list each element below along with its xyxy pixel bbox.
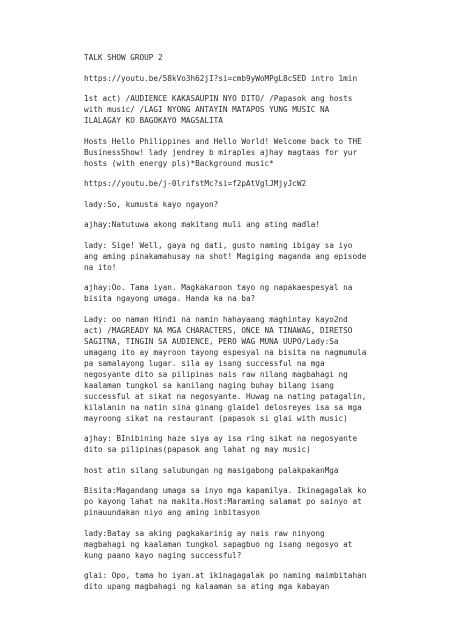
host-opening-lines: Hosts Hello Philippines and Hello World! Welcome back to THE BusinessShow! lady jendrey b miraples ajhay magtaas for yur hosts (with energy pls)*Background music*	[84, 136, 362, 168]
script-line-lady-2: lady: Sige! Well, gaya ng dati, gusto naming ibigay sa iyo ang aming pinakamahusay na shot! Magiging maganda ang episode na ito!	[84, 240, 367, 272]
script-line-host-cue: host atin silang salubungan ng masigabong palakpakanMga	[84, 465, 339, 475]
script-line-lady-3: Lady: oo naman Hindi na namin hahayaang maghintay kayo2nd act) /MAGREADY NA MGA CHARACTERS, ONCE NA TINAWAG, DIRETSO SAGITNA, TINGIN SA AUDIENCE, PERO WAG MUNA UUPO/Lady:Sa umagang ito ay mayroon tayong espesyal na bisita na nagmumula pa samalayong lugar. sila ay isang successful na mga negosyante dito sa pilipinas nais raw nilang magbahagi ng kaalaman tungkol sa kanilang naging buhay bilang isang successful at sikat na negosyante. Huwag na nating patagalin, kilalanin na natin sina ginang glaidel delosreyes isa sa mga mayroong sikat na restaurant (papasok si glai with music)	[84, 314, 367, 423]
act-one-directions: 1st act) /AUDIENCE KAKASAUPIN NYO DITO/ /Papasok ang hosts with music/ /LAGI NYONG ANTAYIN MATAPOS YUNG MUSIC NA ILALAGAY KO BAGOKAYO MAGSALITA	[84, 94, 353, 125]
document-body	[84, 52, 454, 602]
script-line-ajhay-2: ajhay:Oo. Tama iyan. Magkakaroon tayo ng napakaespesyal na bisita ngayong umaga. Handa ka na ba?	[84, 283, 353, 303]
document-title: TALK SHOW GROUP 2	[84, 53, 163, 62]
script-line-ajhay-3: ajhay: BInibining haze siya ay isa ring sikat na negosyante dito sa pilipinas(papasok ang lahat ng may music)	[84, 434, 358, 454]
background-music-link: https://youtu.be/j-0lrifstMc?si=f2pAtVglJMjyJcW2	[84, 179, 307, 188]
script-line-glai-1: glai: Opo, tama ho iyan.at ikinagagalak po naming maimbitahan dito upang magbahagi ng kalaaman sa ating mga kabayan	[84, 571, 367, 591]
script-line-guests: Bisita:Magandang umaga sa inyo mga kapamilya. Ikinagagalak ko po kayong lahat na makita.Host:Maraming salamat po sainyo at pinauundakan niyo ang aming inbitasyon	[84, 486, 367, 517]
script-line-lady-1: lady:So, kumusta kayo ngayon?	[84, 199, 219, 209]
script-line-lady-4: lady:Batay sa aking pagkakarinig ay nais raw ninyong magbahagi ng kaalaman tungkol sapagbuo ng isang negosyo at kung paano kayo naging successful?	[84, 528, 353, 560]
script-line-ajhay-1: ajhay:Natutuwa akong makitang muli ang ating madla!	[84, 220, 321, 229]
intro-music-link: https://youtu.be/58kVo3h62jI?si=cmb9yWoMPgL8cSED intro 1min	[84, 73, 358, 83]
